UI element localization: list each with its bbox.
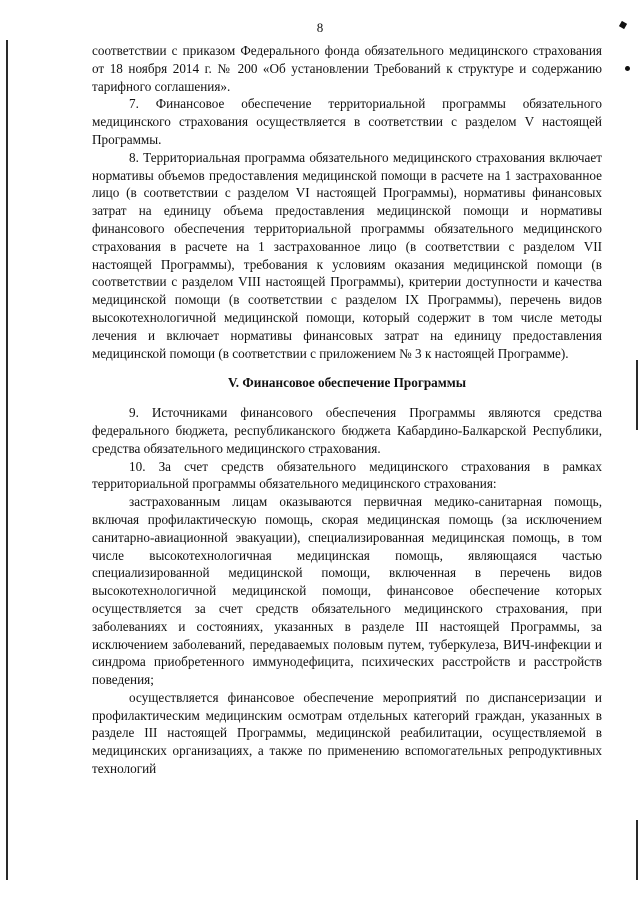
scan-edge-right	[636, 820, 638, 880]
scan-edge-right	[636, 360, 638, 430]
paragraph: соответствии с приказом Федерального фонда обязательного медицинского страхования от 18 ноября 2014 г. № 200 «Об установлении Требований к структуре и содержанию тарифного соглашения».	[92, 43, 602, 94]
paragraph: 8. Территориальная программа обязательного медицинского страхования включает нормативы объемов предоставления медицинской помощи в расчете на 1 застрахованное лицо (в соответствии с разделом VI настоящей Программы), нормативы финансовых затрат на единицу объема предоставления медицинской помощи и нормативы финансового обеспечения территориальной программы обязательного медицинского страхования в расчете на 1 застрахованное лицо (в соответствии с разделом VII настоящей Программы), требования к условиям оказания медицинской помощи (в соответствии с разделом VIII настоящей Программы), критерии доступности и качества медицинской помощи (в соответствии с разделом IX Программы), перечень видов высокотехнологичной медицинской помощи, который содержит в том числе методы лечения и включает нормативы финансовых затрат на единицу предоставления медицинской помощи (в соответствии с приложением № 3 к настоящей Программе).	[92, 149, 602, 361]
paragraph: 10. За счет средств обязательного медицинского страхования в рамках территориальной программы обязательного медицинского страхования:	[92, 458, 602, 492]
scan-mark	[625, 66, 630, 71]
section-heading: V. Финансовое обеспечение Программы	[227, 375, 467, 391]
paragraph: 7. Финансовое обеспечение территориальной программы обязательного медицинского страхования осуществляется в соответствии с разделом V настоящей Программы.	[92, 96, 602, 147]
document-body	[92, 42, 602, 778]
paragraph: осуществляется финансовое обеспечение мероприятий по диспансеризации и профилактическим медицинским осмотрам отдельных категорий граждан, указанных в разделе III настоящей Программы, медицинской реабилитации, осуществляемой в медицинских организациях, а также по применению вспомогательных репродуктивных технологий	[92, 689, 602, 777]
scan-edge-left	[6, 40, 8, 880]
paragraph: 9. Источниками финансового обеспечения Программы являются средства федерального бюджета, республиканского бюджета Кабардино-Балкарской Республики, средства обязательного медицинского страхования.	[92, 405, 602, 456]
page-number: 8	[316, 20, 324, 35]
paragraph: застрахованным лицам оказываются первичная медико-санитарная помощь, включая профилактическую помощь, скорая медицинская помощь (за исключением санитарно-авиационной эвакуации), специализированная медицинская помощь, в том числе высокотехнологичная медицинская помощь, являющаяся частью специализированной медицинской помощи, включенная в перечень видов высокотехнологичной медицинской помощи, финансовое обеспечение которых осуществляется за счет средств обязательного медицинского страхования, при заболеваниях и состояниях, указанных в разделе III настоящей Программы, за исключением заболеваний, передаваемых половым путем, туберкулеза, ВИЧ-инфекции и синдрома приобретенного иммунодефицита, психических расстройств и расстройств поведения;	[92, 494, 602, 688]
